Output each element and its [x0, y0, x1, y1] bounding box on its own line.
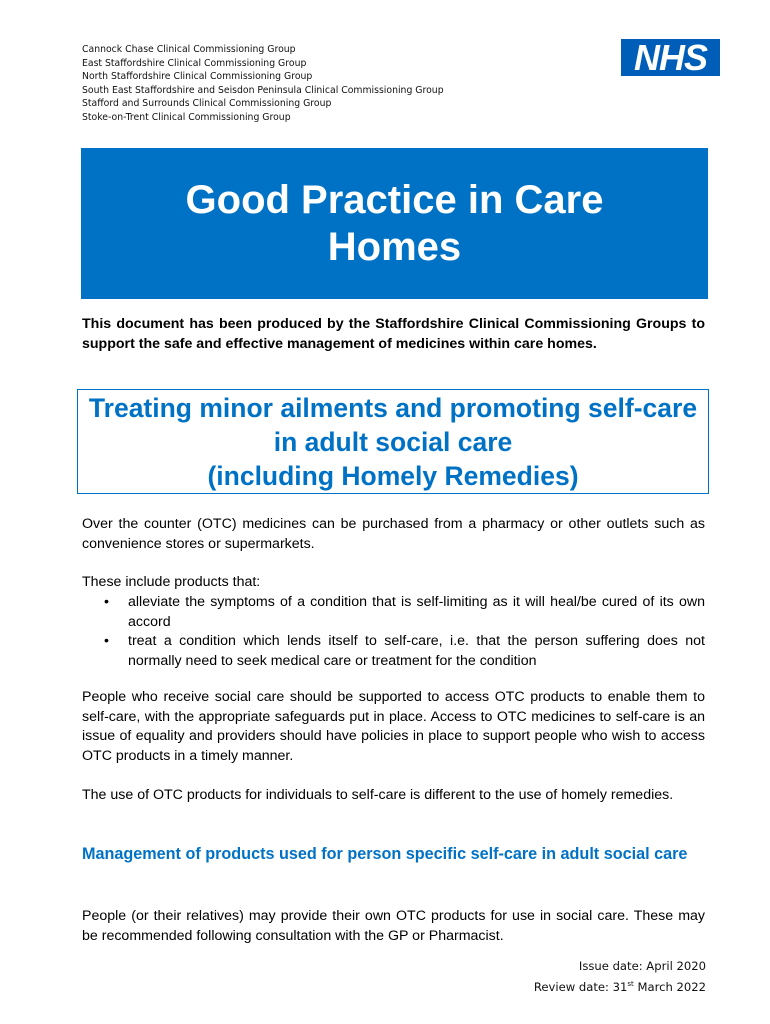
list-item-text: treat a condition which lends itself to self-care, i.e. that the person suffering does not normally need to seek medical care or treatment for the condition	[128, 633, 705, 669]
subheading: Management of products used for person specific self-care in adult social care	[82, 845, 688, 863]
paragraph-otc-intro: Over the counter (OTC) medicines can be purchased from a pharmacy or other outlets such as convenience stores or supermarkets.	[82, 516, 705, 552]
document-title: Good Practice in Care Homes	[185, 177, 604, 269]
review-date	[534, 976, 706, 997]
section-title-line: Treating minor ailments and promoting self-care in adult social care	[88, 392, 698, 457]
ccg-name: Stoke-on-Trent Clinical Commissioning Group	[82, 111, 291, 123]
review-date-suffix: March 2022	[633, 979, 706, 994]
paragraph-relatives: People (or their relatives) may provide their own OTC products for use in social care. These may be recommended following consultation with the GP or Pharmacist.	[82, 908, 705, 944]
review-date-prefix: Review date: 31	[533, 979, 628, 994]
ccg-name: Stafford and Surrounds Clinical Commissioning Group	[82, 98, 332, 110]
nhs-logo-mark	[624, 41, 717, 74]
ccg-name: East Staffordshire Clinical Commissioning Group	[82, 57, 307, 69]
intro-paragraph: This document has been produced by the Staffordshire Clinical Commissioning Groups to support the safe and effective management of medicines within care homes.	[82, 316, 705, 352]
review-date-ordinal: st	[627, 979, 634, 988]
list-item	[82, 593, 705, 632]
ccg-name: South East Staffordshire and Seisdon Peninsula Clinical Commissioning Group	[82, 84, 444, 96]
paragraph-homely-remedies: The use of OTC products for individuals to self-care is different to the use of homely remedies.	[82, 787, 674, 803]
paragraph-social-care: People who receive social care should be supported to access OTC products to enable them to self-care, with the appropriate safeguards put in place. Access to OTC medicines to self-care is an issue of equality and providers should have policies in place to support people who wish to access OTC products in a timely manner.	[82, 689, 705, 764]
ccg-list	[82, 43, 444, 125]
paragraph-products-lead: These include products that:	[82, 574, 261, 590]
document-dates	[534, 958, 706, 997]
issue-date: Issue date: April 2020	[578, 959, 706, 973]
nhs-logo-text: NHS	[633, 41, 708, 74]
bullet-list	[82, 593, 705, 671]
bullet-icon: •	[104, 633, 109, 649]
title-banner	[81, 148, 708, 299]
bullet-icon: •	[104, 594, 109, 610]
list-item-text: alleviate the symptoms of a condition that is self-limiting as it will heal/be cured of its own accord	[128, 594, 705, 630]
section-title-box	[77, 389, 709, 494]
ccg-name: Cannock Chase Clinical Commissioning Group	[82, 44, 296, 55]
ccg-name: North Staffordshire Clinical Commissioning Group	[82, 71, 313, 83]
section-title	[83, 391, 703, 493]
section-title-line: (including Homely Remedies)	[207, 460, 579, 491]
list-item	[82, 632, 705, 671]
nhs-logo	[621, 39, 720, 76]
